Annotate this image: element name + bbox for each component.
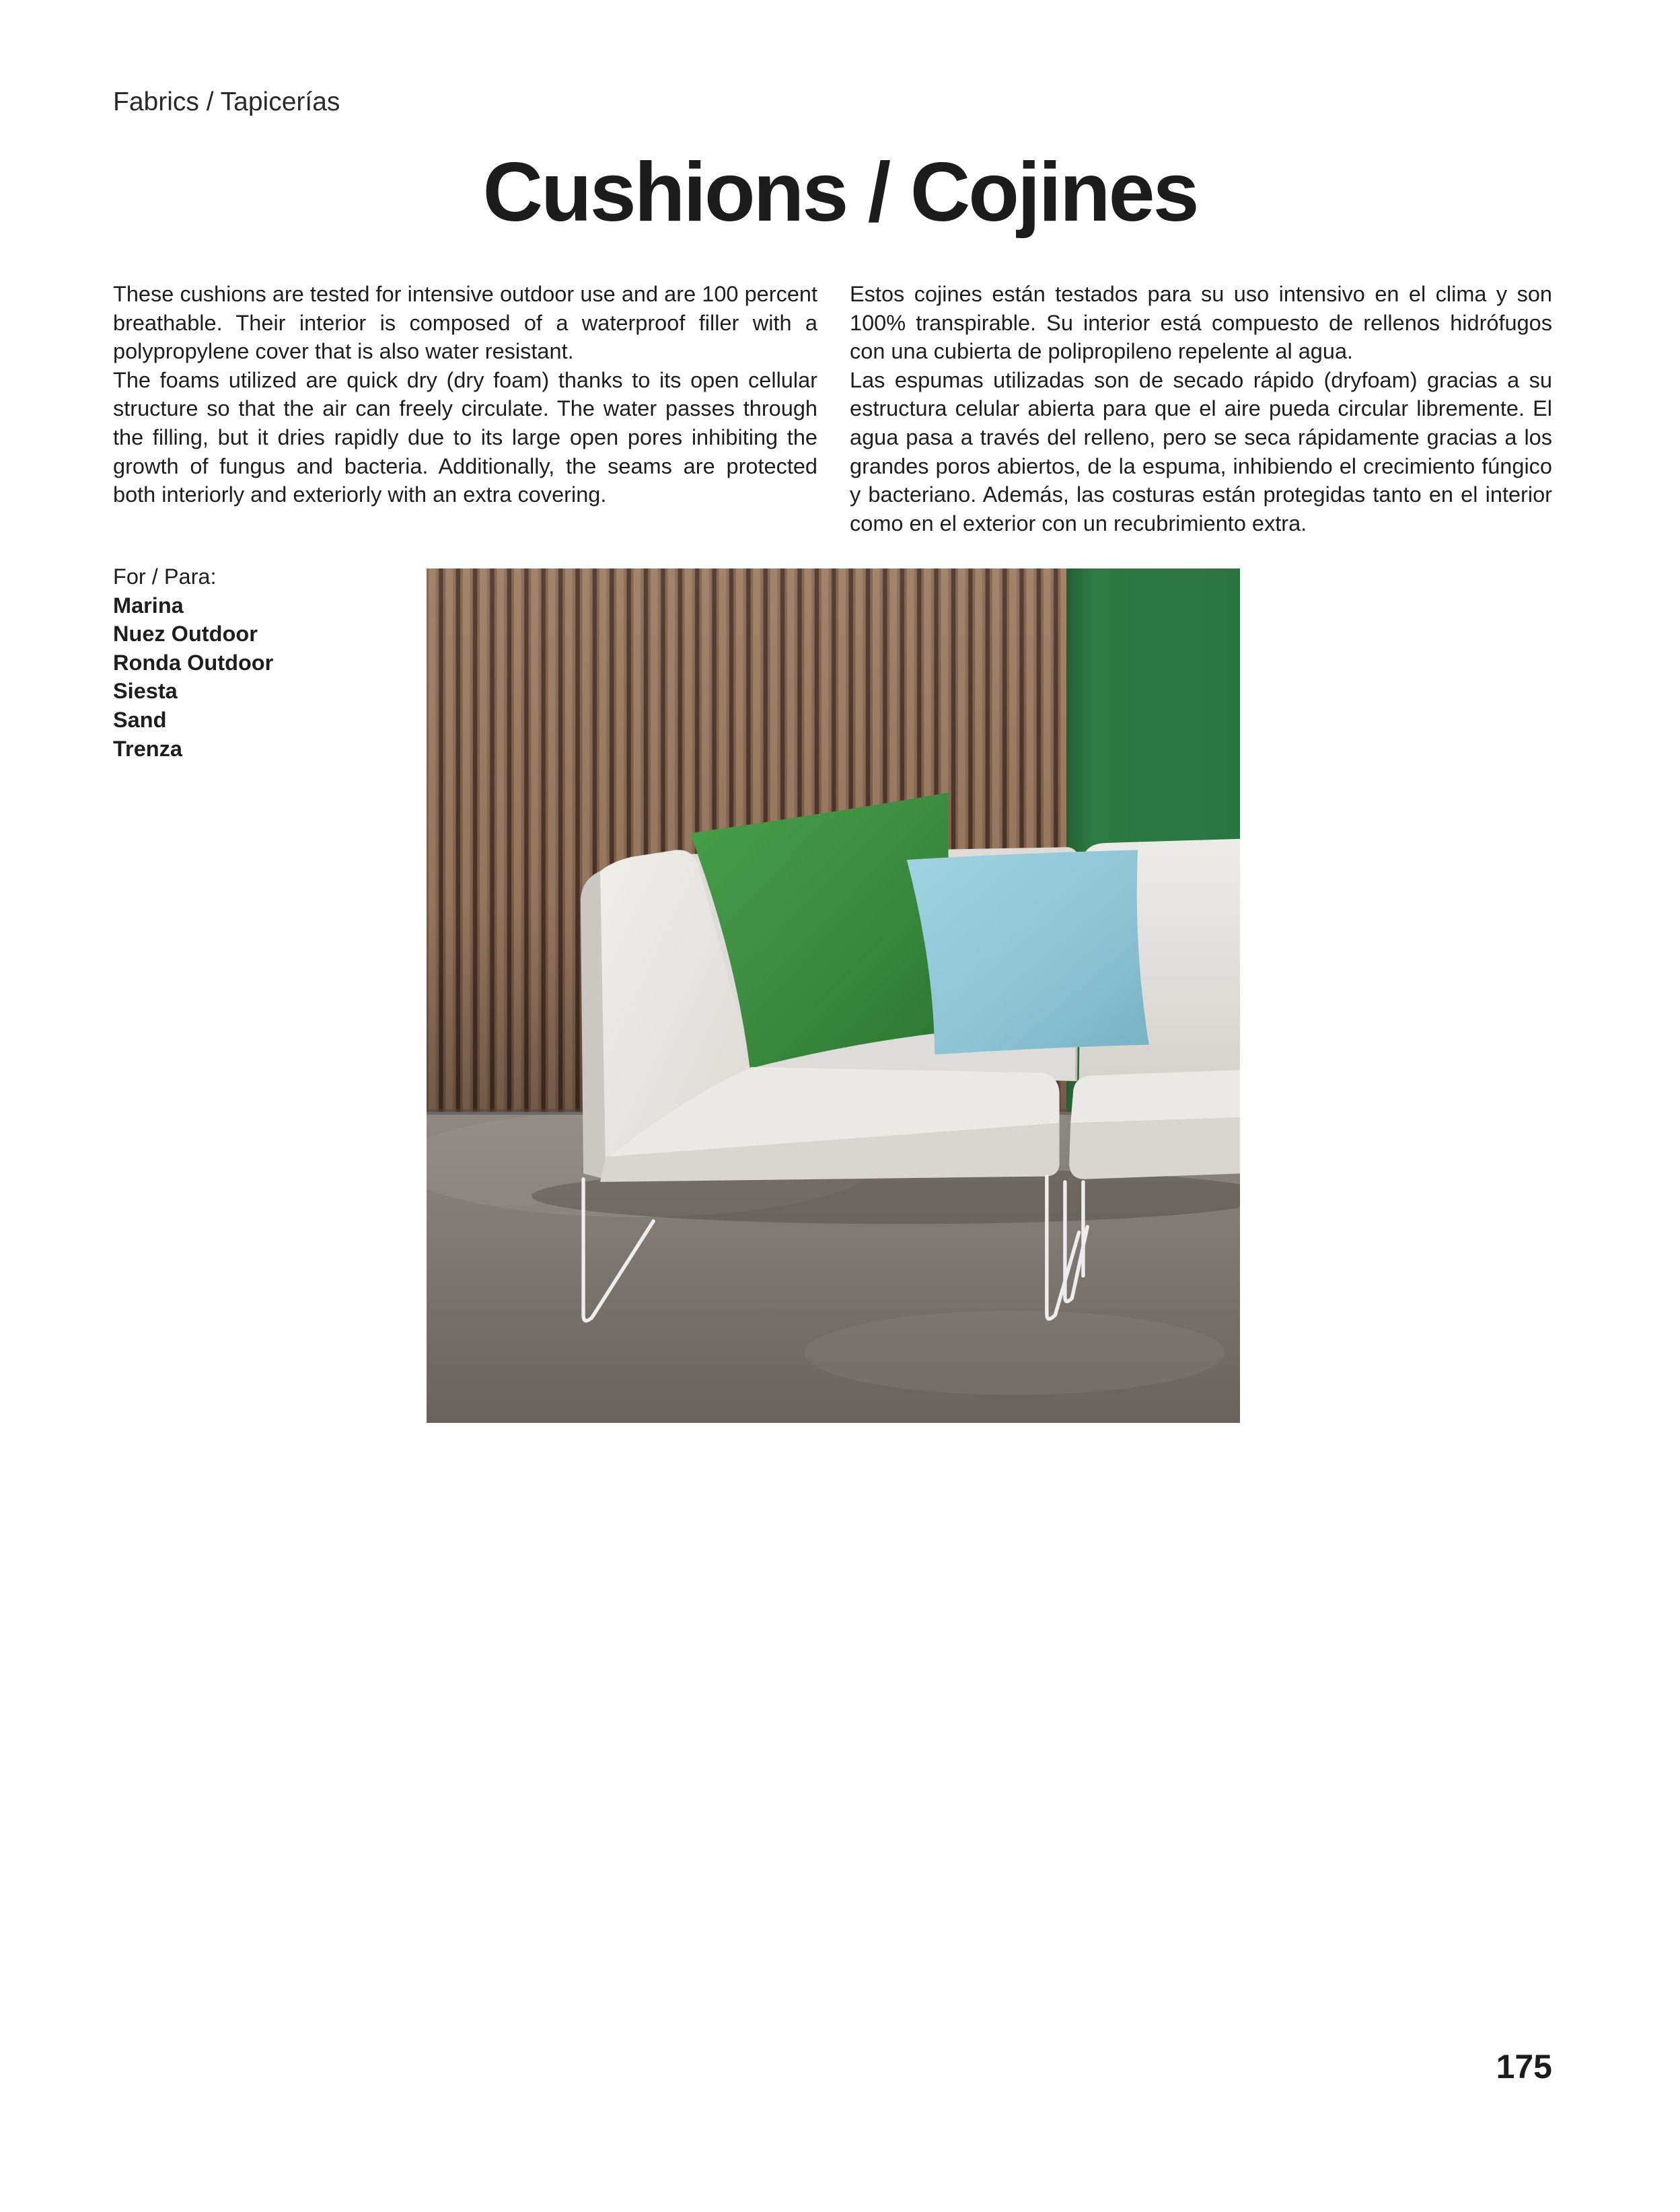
applications-list <box>113 562 409 763</box>
list-item: Siesta <box>113 679 178 704</box>
list-item: Nuez Outdoor <box>113 622 258 647</box>
blue-cushion <box>907 850 1149 1054</box>
description-en-paragraph-2: The foams utilized are quick dry (dry foam) thanks to its open cellular structure so that the air can freely circulate. The water passes through the filling, but it dries rapidly due to its large open pores inhibiting the growth of fungus and bacteria. Additionally, the seams are protected both interiorly and exteriorly with an extra covering. <box>113 367 817 507</box>
list-item: Sand <box>113 707 167 732</box>
description-es-paragraph-1: Estos cojines están testados para su uso intensivo en el clima y son 100% transpirable. Su interior está compuesto de rellenos hidrófugos con una cubierta de polipropileno repelente al agua. <box>850 282 1552 364</box>
section-label: Fabrics / Tapicerías <box>113 87 340 116</box>
description-english <box>113 280 817 509</box>
list-item: Ronda Outdoor <box>113 650 274 675</box>
sofa-right-seat <box>1070 1070 1240 1123</box>
description-spanish <box>850 280 1552 538</box>
list-item: Marina <box>113 593 184 618</box>
page-title: Cushions / Cojines <box>482 146 1198 239</box>
sofa-with-cushions-illustration <box>427 568 1240 1423</box>
product-photo <box>427 568 1240 1423</box>
applications-label: For / Para: <box>113 564 217 589</box>
description-es-paragraph-2: Las espumas utilizadas son de secado rápido (dryfoam) gracias a su estructura celular abierta para que el aire pueda circular libremente. El agua pasa a través del relleno, pero se seca rápidamente gracias a los grandes poros abiertos, de la espuma, inhibiendo el crecimiento fúngico y bacteriano. Además, las costuras están protegidas tanto en el interior como en el exterior con un recubrimiento extra. <box>850 367 1552 536</box>
list-item: Trenza <box>113 736 182 761</box>
description-en-paragraph-1: These cushions are tested for intensive outdoor use and are 100 percent breathable. Their interior is composed of a waterproof filler with a polypropylene cover that is also water resistant. <box>113 282 817 364</box>
floor-reflection-2 <box>805 1311 1225 1395</box>
page-number: 175 <box>1496 2048 1552 2086</box>
applications-items <box>113 591 409 764</box>
sofa-right-seat-front <box>1069 1117 1240 1179</box>
